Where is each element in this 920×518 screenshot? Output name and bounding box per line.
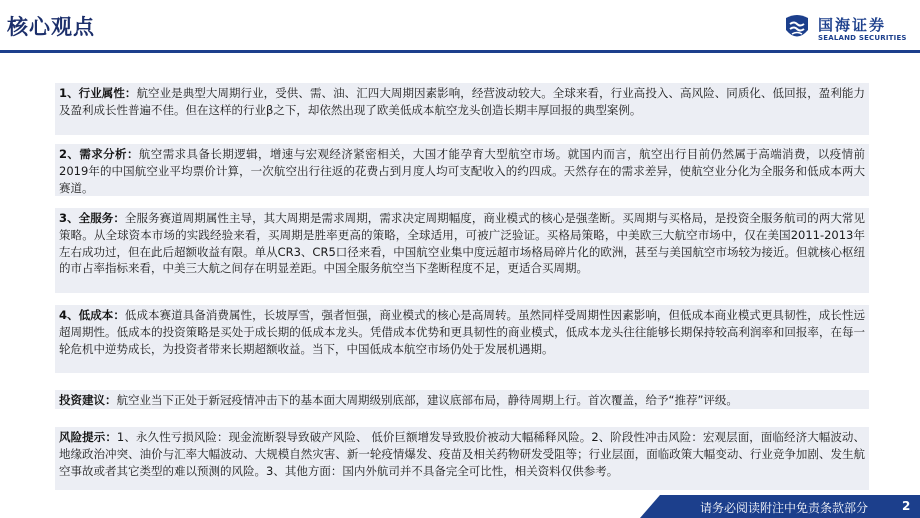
- point-label: 4、低成本：: [59, 308, 125, 322]
- point-risk-warning: [55, 427, 869, 490]
- logo-chinese-name: 国海证券: [818, 16, 887, 34]
- point-label: 2、需求分析：: [59, 147, 139, 161]
- page-number: 2: [902, 499, 911, 513]
- point-full-service: [55, 208, 869, 293]
- point-label: 投资建议：: [59, 393, 117, 407]
- point-text: 低成本赛道具备消费属性，长坡厚雪，强者恒强，商业模式的核心是高周转。虽然同样受周期性因素影响，但低成本商业模式更具韧性，成长性远超周期性。低成本的投资策略是买处于成长期的低成本龙头。凭借成本优势和更具韧性的商业模式，低成本龙头往往能够长期保持较高利润率和回报率，在每一轮危机中逆势成长，为投资者带来长期超额收益。当下，中国低成本航空市场仍处于发展机遇期。: [59, 308, 865, 356]
- logo-english-name: SEALAND SECURITIES: [818, 34, 907, 42]
- footer-slant-shape: [640, 495, 660, 518]
- point-industry-attribute: [55, 83, 869, 135]
- point-text: 航空业当下正处于新冠疫情冲击下的基本面大周期级别底部，建议底部布局，静待周期上行。首次覆盖，给予“推荐”评级。: [116, 393, 738, 407]
- title-divider: [0, 50, 920, 53]
- point-text: 航空业是典型大周期行业，受供、需、油、汇四大周期因素影响，经营波动较大。全球来看，行业高投入、高风险、同质化、低回报，盈利能力及盈利成长性普遍不佳。但在这样的行业β之下，却依然出现了欧美低成本航空龙头创造长期丰厚回报的典型案例。: [59, 86, 865, 117]
- point-label: 1、行业属性：: [59, 86, 137, 100]
- point-label: 3、全服务：: [59, 211, 125, 225]
- point-label: 风险提示：: [59, 430, 117, 444]
- footer-disclaimer: 请务必阅读附注中免责条款部分: [700, 501, 869, 515]
- point-text: 全服务赛道周期属性主导，其大周期是需求周期，需求决定周期幅度，商业模式的核心是强垄断。买周期与买格局，是投资全服务航司的两大常见策略。从全球资本市场的实践经验来看，买周期是胜率更高的策略，全球适用，可被广泛验证。买格局策略，中美欧三大航空市场中，仅在美国2011-2013年左右成功过，但在此后超额收益有限。单从CR3、CR5口径来看，中国航空业集中度远超市场格局碎片化的欧洲，甚至与美国航空市场较为接近。但就核心枢纽的市占率指标来看，中美三大航之间存在明显差距。中国全服务航空当下垄断程度不足，更适合买周期。: [59, 211, 865, 276]
- company-logo: [782, 12, 917, 46]
- point-text: 航空需求具备长期逻辑，增速与宏观经济紧密相关，大国才能孕育大型航空市场。就国内而言，航空出行目前仍然属于高端消费，以疫情前2019年的中国航空业平均票价计算，一次航空出行往返的花费占到月度人均可支配收入的约四成。天然存在的需求差异，使航空业分化为全服务和低成本两大赛道。: [59, 147, 865, 195]
- point-low-cost: [55, 305, 869, 373]
- point-investment-advice: [55, 390, 869, 409]
- point-text: 1、永久性亏损风险：现金流断裂导致破产风险、 低价巨额增发导致股价被动大幅稀释风险。2、阶段性冲击风险：宏观层面，面临经济大幅波动、地缘政治冲突、油价与汇率大幅波动、大规模自然灾害、新一轮疫情爆发、疫苗及相关药物研发受阻等；行业层面，面临政策大幅变动、行业竞争加剧、发生航空事故或者其它类型的难以预测的风险。3、其他方面：国内外航司并不具备完全可比性，相关资料仅供参考。: [59, 430, 866, 478]
- page-title: 核心观点: [7, 15, 95, 39]
- point-demand-analysis: [55, 144, 869, 196]
- sealand-logo-icon: [782, 12, 812, 44]
